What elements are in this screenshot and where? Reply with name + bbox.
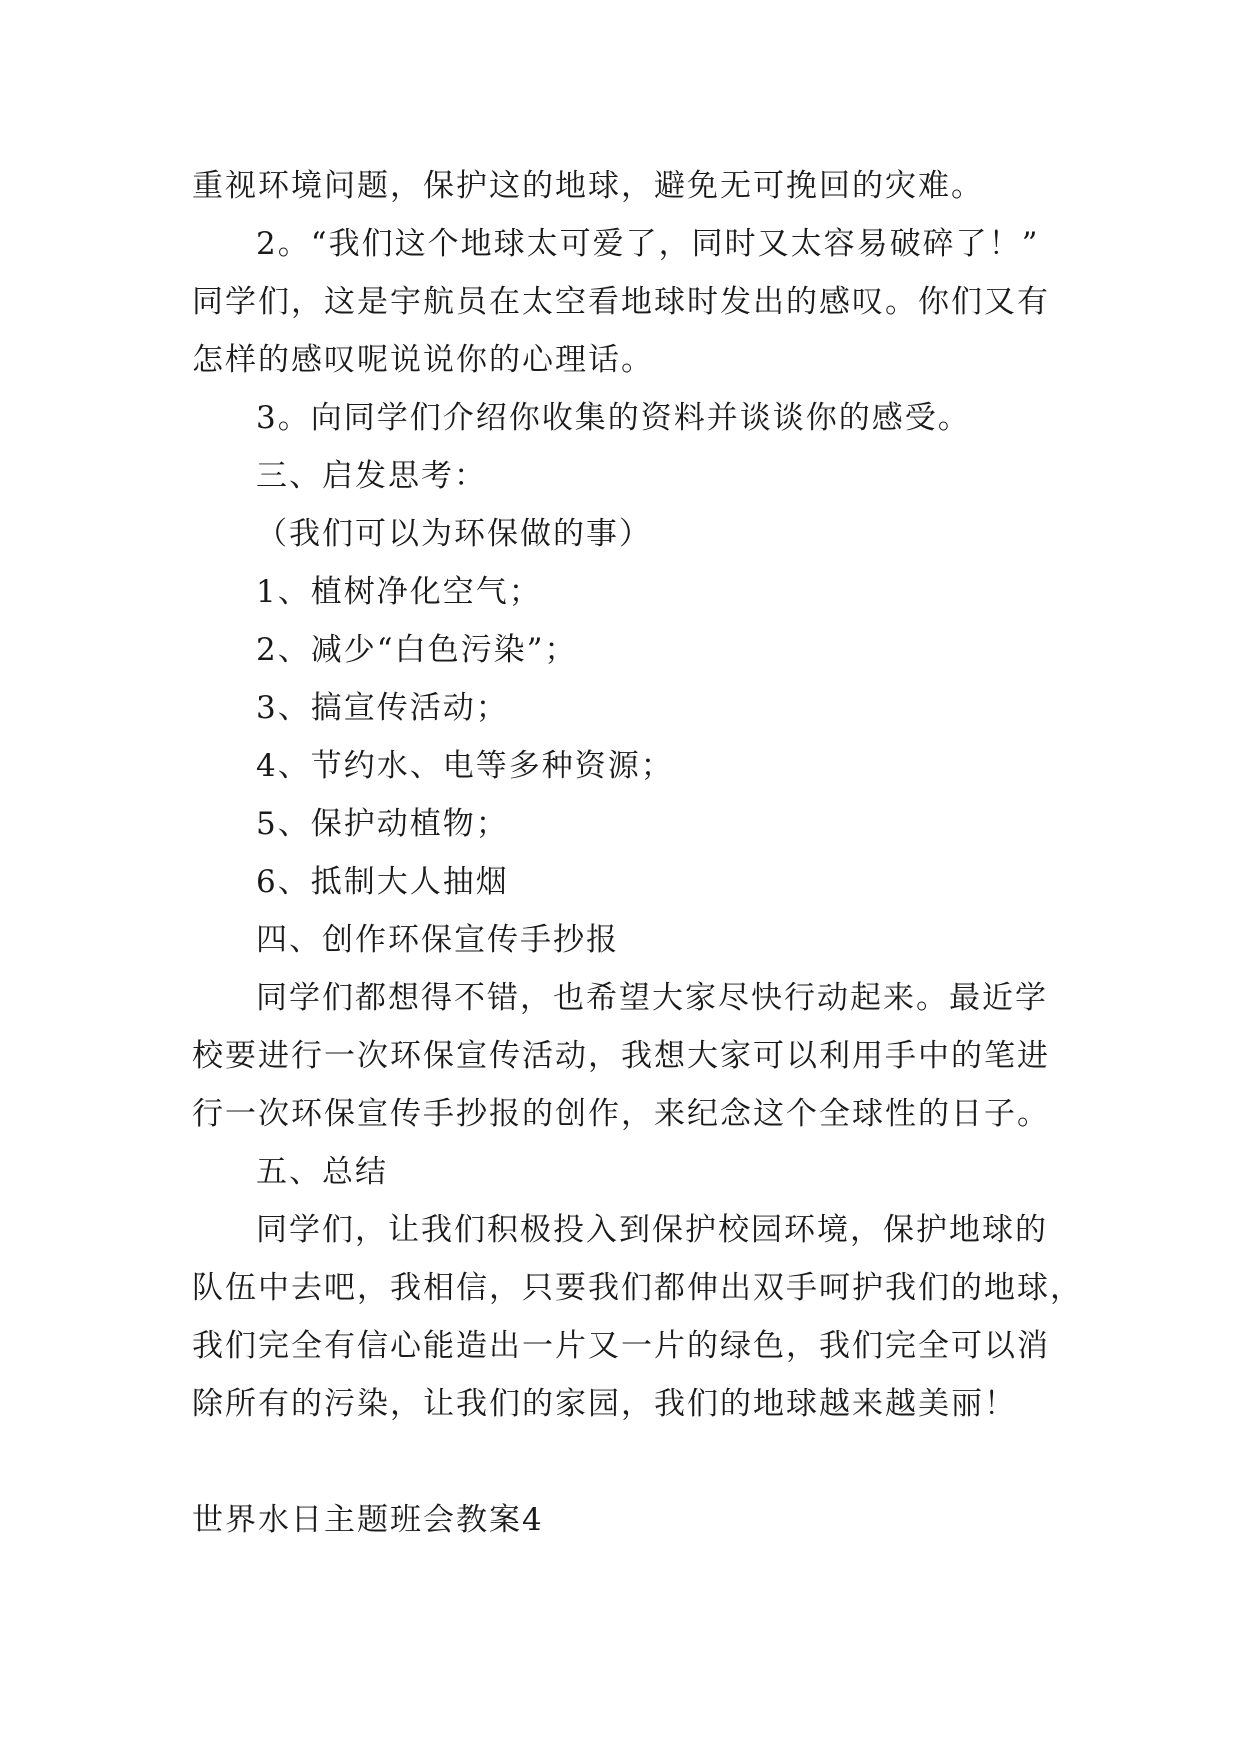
paragraph-line: 队伍中去吧，我相信，只要我们都伸出双手呵护我们的地球，	[192, 1270, 1083, 1306]
paragraph-line: 行一次环保宣传手抄报的创作，来纪念这个全球性的日子。	[192, 1096, 1050, 1132]
paragraph-line: 校要进行一次环保宣传活动，我想大家可以利用手中的笔进	[192, 1038, 1050, 1074]
section-heading: 五、总结	[256, 1154, 388, 1190]
paragraph-line: 怎样的感叹呢说说你的心理话。	[192, 342, 654, 378]
paragraph-line: （我们可以为环保做的事）	[256, 516, 652, 552]
paragraph-line: 同学们都想得不错，也希望大家尽快行动起来。最近学	[256, 980, 1048, 1016]
next-section-title: 世界水日主题班会教案4	[192, 1502, 544, 1538]
list-item: 5、保护动植物；	[256, 806, 509, 842]
paragraph-line: 3。向同学们介绍你收集的资料并谈谈你的感受。	[256, 400, 971, 436]
list-item: 3、搞宣传活动；	[256, 690, 509, 726]
list-item: 4、节约水、电等多种资源；	[256, 748, 674, 784]
section-heading: 三、启发思考：	[256, 458, 487, 494]
paragraph-line: 重视环境问题，保护这的地球，避免无可挽回的灾难。	[192, 168, 984, 204]
paragraph-line: 除所有的污染，让我们的家园，我们的地球越来越美丽！	[192, 1386, 1017, 1422]
section-heading: 四、创作环保宣传手抄报	[256, 922, 619, 958]
list-item: 6、抵制大人抽烟	[256, 864, 509, 900]
paragraph-line: 同学们，让我们积极投入到保护校园环境，保护地球的	[256, 1212, 1048, 1248]
list-item: 2、减少“白色污染”；	[256, 632, 578, 668]
list-item: 1、植树净化空气；	[256, 574, 542, 610]
paragraph-line: 同学们，这是宇航员在太空看地球时发出的感叹。你们又有	[192, 284, 1050, 320]
paragraph-line: 2。“我们这个地球太可爱了，同时又太容易破碎了！”	[256, 226, 1040, 262]
paragraph-line: 我们完全有信心能造出一片又一片的绿色，我们完全可以消	[192, 1328, 1050, 1364]
